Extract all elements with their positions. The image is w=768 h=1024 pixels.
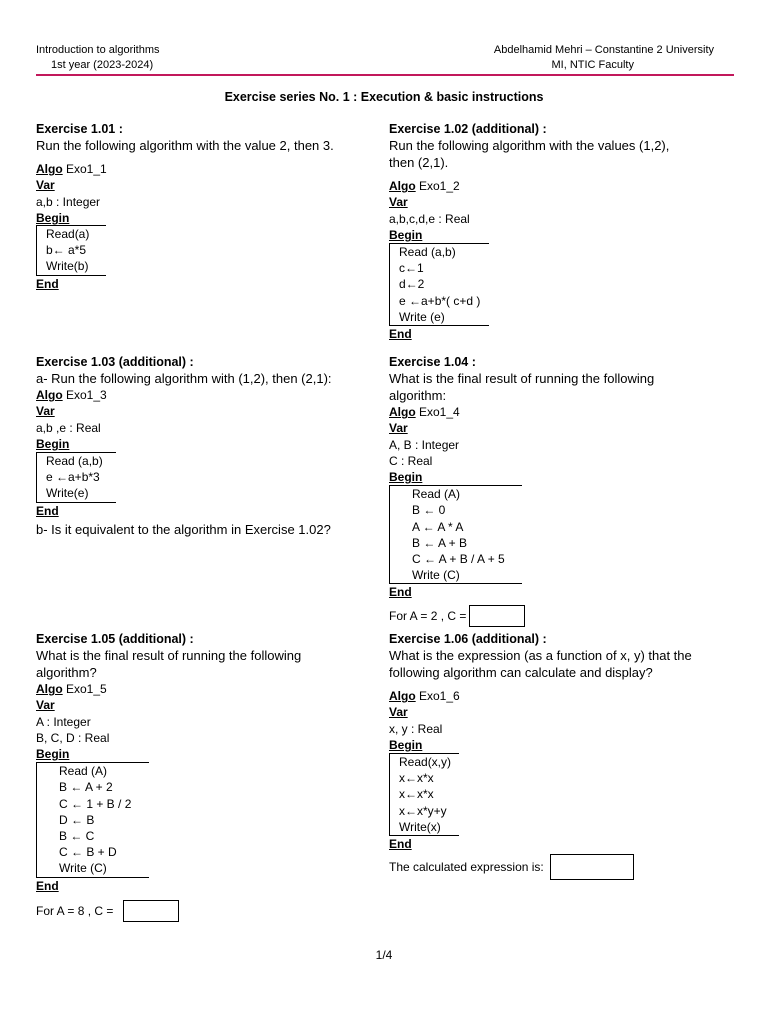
- exercise-question: following algorithm can calculate and display?: [389, 665, 653, 681]
- header-left: [36, 43, 160, 73]
- var-decl: C : Real: [389, 453, 433, 468]
- exercise-1-01: [36, 121, 376, 291]
- faculty-name: MI, NTIC Faculty: [551, 59, 634, 71]
- instruction: Write(b): [46, 259, 89, 274]
- algo-header: [36, 161, 376, 177]
- algo-name: Exo1_4: [415, 405, 460, 420]
- instruction: e ←a+b*3: [46, 470, 100, 485]
- exercise-question: then (2,1).: [389, 155, 449, 171]
- begin-keyword: Begin: [36, 747, 70, 762]
- answer-box[interactable]: [123, 900, 179, 922]
- exercise-1-03: [36, 354, 381, 538]
- algo-body: [36, 452, 116, 503]
- algo-name: Exo1_1: [62, 162, 107, 177]
- instruction: Write (e): [399, 309, 445, 324]
- algo-body: [36, 762, 149, 877]
- instruction: x←x*y+y: [399, 803, 447, 818]
- exercise-title: Exercise 1.05 (additional) :: [36, 632, 194, 646]
- instruction: D ← B: [59, 812, 95, 827]
- instruction: Write(e): [46, 486, 89, 501]
- instruction: C ← A + B / A + 5: [412, 552, 505, 567]
- answer-box[interactable]: [469, 605, 525, 627]
- begin-keyword: Begin: [389, 470, 423, 485]
- answer-prompt: For A = 8 , C =: [36, 903, 114, 918]
- algo-name: Exo1_3: [62, 388, 107, 403]
- algo-keyword: Algo: [36, 162, 63, 177]
- instruction: B ← 0: [412, 503, 446, 518]
- instruction: Read (a,b): [46, 454, 103, 469]
- header-divider: [36, 74, 734, 76]
- var-decl: B, C, D : Real: [36, 730, 110, 745]
- var-keyword: Var: [389, 195, 408, 210]
- end-keyword: End: [389, 837, 412, 852]
- instruction: Read (a,b): [399, 245, 456, 260]
- instruction: C ← 1 + B / 2: [59, 796, 132, 811]
- var-keyword: Var: [36, 404, 55, 419]
- instruction: Read(a): [46, 227, 90, 242]
- algo-keyword: Algo: [36, 682, 63, 697]
- instruction: Write(x): [399, 819, 441, 834]
- exercise-question: Run the following algorithm with the value 2, then 3.: [36, 138, 334, 154]
- algo-name: Exo1_6: [415, 689, 460, 704]
- instruction: A ← A * A: [412, 519, 464, 534]
- instruction: Read(x,y): [399, 755, 452, 770]
- answer-prompt: The calculated expression is:: [389, 860, 544, 875]
- exercise-1-02: [389, 121, 729, 342]
- var-keyword: Var: [389, 705, 408, 720]
- algo-header: [389, 178, 729, 194]
- algo-header: [36, 387, 381, 403]
- instruction: C ← B + D: [59, 845, 117, 860]
- instruction: Read (A): [412, 487, 461, 502]
- exercise-question: What is the final result of running the following: [36, 648, 302, 664]
- var-keyword: Var: [36, 698, 55, 713]
- exercise-1-06: [389, 631, 734, 880]
- algo-header: [389, 688, 734, 704]
- document-title: Exercise series No. 1 : Execution & basic instructions: [224, 90, 544, 104]
- course-title: Introduction to algorithms: [36, 44, 160, 56]
- algo-body: [389, 753, 459, 836]
- header-right: [494, 43, 714, 73]
- algo-name: Exo1_5: [62, 682, 107, 697]
- instruction: d←2: [399, 277, 425, 292]
- exercise-1-04: [389, 354, 729, 627]
- var-decl: x, y : Real: [389, 721, 443, 736]
- var-decl: a,b ,e : Real: [36, 420, 101, 435]
- answer-prompt: For A = 2 , C =: [389, 608, 467, 623]
- exercise-question: What is the final result of running the following: [389, 371, 655, 387]
- begin-keyword: Begin: [36, 210, 70, 225]
- answer-line: [36, 900, 381, 922]
- exercise-question: b- Is it equivalent to the algorithm in Exercise 1.02?: [36, 521, 331, 537]
- var-decl: A : Integer: [36, 714, 91, 729]
- end-keyword: End: [36, 878, 59, 893]
- university-name: Abdelhamid Mehri – Constantine 2 University: [493, 44, 714, 56]
- exercise-title: Exercise 1.02 (additional) :: [389, 122, 547, 136]
- instruction: B ← A + 2: [59, 780, 113, 795]
- academic-year: 1st year (2023-2024): [51, 59, 154, 71]
- algo-keyword: Algo: [389, 689, 416, 704]
- instruction: B ← C: [59, 829, 95, 844]
- exercise-title: Exercise 1.06 (additional) :: [389, 632, 547, 646]
- end-keyword: End: [36, 503, 59, 518]
- algo-header: [36, 681, 381, 697]
- instruction: b← a*5: [46, 243, 87, 258]
- instruction: Read (A): [59, 764, 108, 779]
- answer-line: [389, 854, 734, 880]
- algo-keyword: Algo: [389, 179, 416, 194]
- algo-keyword: Algo: [36, 388, 63, 403]
- instruction: Write (C): [59, 861, 107, 876]
- algo-header: [389, 404, 729, 420]
- exercise-question: a- Run the following algorithm with (1,2), then (2,1):: [36, 371, 332, 387]
- algo-body: [389, 243, 489, 326]
- instruction: x←x*x: [399, 771, 434, 786]
- instruction: Write (C): [412, 568, 460, 583]
- instruction: c←1: [399, 261, 424, 276]
- var-decl: A, B : Integer: [389, 437, 460, 452]
- begin-keyword: Begin: [389, 227, 423, 242]
- begin-keyword: Begin: [389, 737, 423, 752]
- exercise-question: algorithm:: [389, 388, 447, 404]
- answer-box[interactable]: [550, 854, 634, 880]
- exercise-question: What is the expression (as a function of x, y) that the: [389, 648, 692, 664]
- var-decl: a,b : Integer: [36, 194, 101, 209]
- instruction: x←x*x: [399, 787, 434, 802]
- exercise-title: Exercise 1.03 (additional) :: [36, 355, 194, 369]
- exercise-question: Run the following algorithm with the values (1,2),: [389, 138, 670, 154]
- answer-line: [389, 605, 729, 627]
- begin-keyword: Begin: [36, 436, 70, 451]
- end-keyword: End: [36, 276, 59, 291]
- end-keyword: End: [389, 327, 412, 342]
- exercise-title: Exercise 1.04 :: [389, 355, 476, 369]
- algo-body: [389, 485, 522, 584]
- algo-keyword: Algo: [389, 405, 416, 420]
- end-keyword: End: [389, 585, 412, 600]
- exercise-1-05: [36, 631, 381, 922]
- exercise-title: Exercise 1.01 :: [36, 122, 123, 136]
- algo-body: [36, 225, 106, 276]
- page-number: 1/4: [375, 948, 393, 962]
- instruction: B ← A + B: [412, 535, 468, 550]
- exercise-question: algorithm?: [36, 665, 97, 681]
- var-keyword: Var: [36, 178, 55, 193]
- var-keyword: Var: [389, 421, 408, 436]
- algo-name: Exo1_2: [415, 179, 460, 194]
- instruction: e ←a+b*( c+d ): [399, 293, 481, 308]
- var-decl: a,b,c,d,e : Real: [389, 211, 470, 226]
